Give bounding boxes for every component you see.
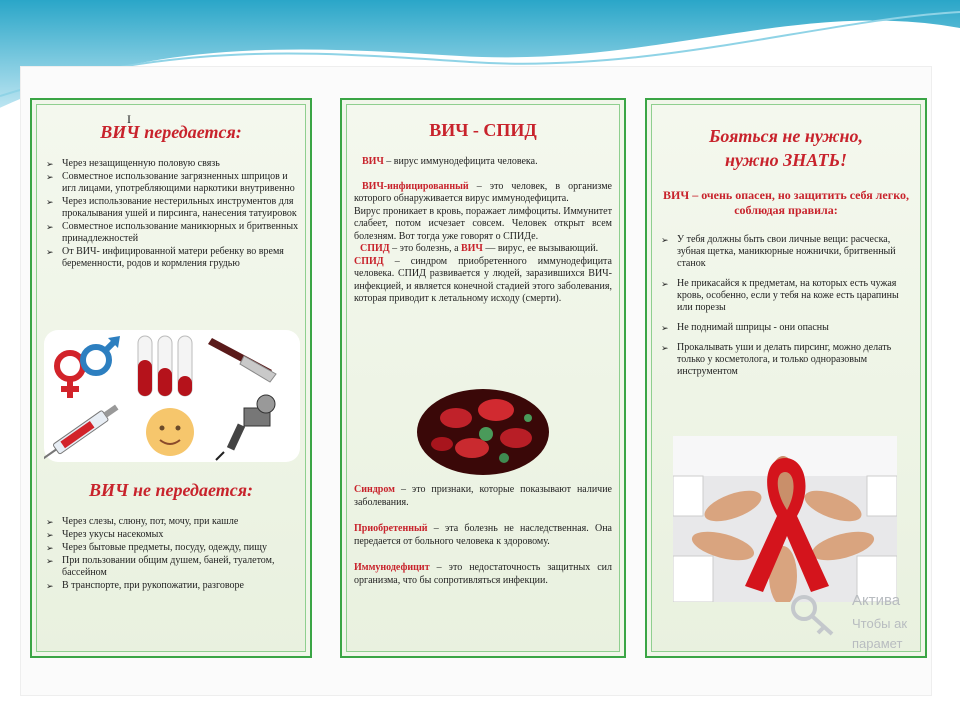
def-infected: ВИЧ-инфицированный – это человек, в организме которого обнаруживается вирус иммунодефицита. xyxy=(354,180,612,204)
tattoo-machine-icon xyxy=(216,395,275,460)
gender-symbols-icon xyxy=(57,336,120,398)
list-item: ➢ В транспорте, при рукопожатии, разговоре xyxy=(46,580,244,591)
list-item: ➢ Совместное использование маникюрных и бритвенных принадлежностей xyxy=(46,221,299,244)
list-rules xyxy=(649,234,925,386)
list-transmitted xyxy=(34,158,310,271)
list-item: ➢ Не прикасайся к предметам, на которых есть чужая кровь, особенно, если у тебя на коже есть царапины или порезы xyxy=(661,278,899,313)
def-aids-short: СПИД – это болезнь, а ВИЧ — вирус, ее вызывающий. xyxy=(360,243,599,254)
list-not-transmitted xyxy=(34,516,310,593)
def-immunodeficiency: Иммунодефицит – это недостаточность защитных сил организма, что бы сопротивляться инфекции. xyxy=(354,562,612,586)
title-not-transmitted: ВИЧ не передается: xyxy=(89,480,253,500)
def-syndrome: Синдром – это признаки, которые показывают наличие заболевания. xyxy=(354,484,612,508)
panel-hiv-transmission xyxy=(30,98,312,658)
title-prevention xyxy=(647,124,925,172)
definitions-top xyxy=(354,156,612,306)
watermark-line-2: Чтобы ак xyxy=(852,616,908,631)
list-item: ➢ Не поднимай шприцы - они опасны xyxy=(661,322,829,333)
list-item: ➢ При пользовании общим душем, баней, туалетом, бассейном xyxy=(46,555,275,578)
virus-text: Вирус проникает в кровь, поражает лимфоциты. Иммунитет слабеет, потом исчезает совсем. Человек открыт всем болезням. Вот тогда уже говорят о СПИДе. xyxy=(354,205,612,242)
list-item: ➢ Через незащищенную половую связь xyxy=(46,158,220,169)
key-icon xyxy=(790,594,836,638)
definitions-bottom xyxy=(354,484,612,587)
title-line-1: Бояться не нужно, xyxy=(708,126,864,146)
def-aids-full: СПИД – синдром приобретенного иммунодефицита человека. СПИД развивается у людей, заразившихся ВИЧ-инфекцией, и является конечной стадией этого заболевания, которая приводит к летальному исходу (смерти). xyxy=(354,255,612,304)
list-item: ➢ Прокалывать уши и делать пирсинг, можно делать только у косметолога, и только одноразовым инструментом xyxy=(661,342,892,377)
text-cursor: I xyxy=(127,112,131,126)
blood-cells-illustration xyxy=(416,388,550,476)
hands-red-ribbon-image xyxy=(673,436,897,602)
list-item: ➢ Через использование нестерильных инструментов для прокалывания ушей и пирсинга, нанесения татуировок xyxy=(46,196,297,219)
title-line-2: нужно ЗНАТЬ! xyxy=(724,150,848,170)
blood-test-tubes-icon xyxy=(138,336,192,396)
def-hiv: ВИЧ – вирус иммунодефицита человека. xyxy=(362,156,538,167)
def-acquired: Приобретенный – эта болезнь не наследственная. Она передается от больного человека к здоровому. xyxy=(354,523,612,547)
list-item: ➢ От ВИЧ- инфицированной матери ребенку во время беременности, родов и кормления грудью xyxy=(46,246,284,269)
hiv-risk-icons-illustration xyxy=(44,330,300,462)
razor-icon xyxy=(208,338,276,382)
activation-watermark xyxy=(790,588,930,658)
watermark-line-1: Актива xyxy=(852,592,901,609)
title-transmitted: ВИЧ передается: xyxy=(100,122,242,142)
list-item: ➢ Через укусы насекомых xyxy=(46,529,164,540)
watermark-line-3: парамет xyxy=(852,636,903,651)
list-item: ➢ Через слезы, слюну, пот, мочу, при кашле xyxy=(46,516,239,527)
prevention-subtitle: ВИЧ – очень опасен, но защитить себя легко, соблюдая правила: xyxy=(663,188,909,217)
panel-prevention xyxy=(645,98,927,658)
list-item: ➢ Через бытовые предметы, посуду, одежду, пищу xyxy=(46,542,267,553)
list-item: ➢ У тебя должны быть свои личные вещи: расческа, зубная щетка, маникюрные ножнички, бритвенный станок xyxy=(661,234,896,269)
smiling-face-icon xyxy=(146,408,194,456)
panel-hiv-aids xyxy=(340,98,626,658)
syringe-icon xyxy=(44,402,120,462)
list-item: ➢ Совместное использование загрязненных шприцов и игл лицами, употребляющими наркотики внутривенно xyxy=(46,171,295,194)
title-hiv-aids: ВИЧ - СПИД xyxy=(429,120,537,140)
